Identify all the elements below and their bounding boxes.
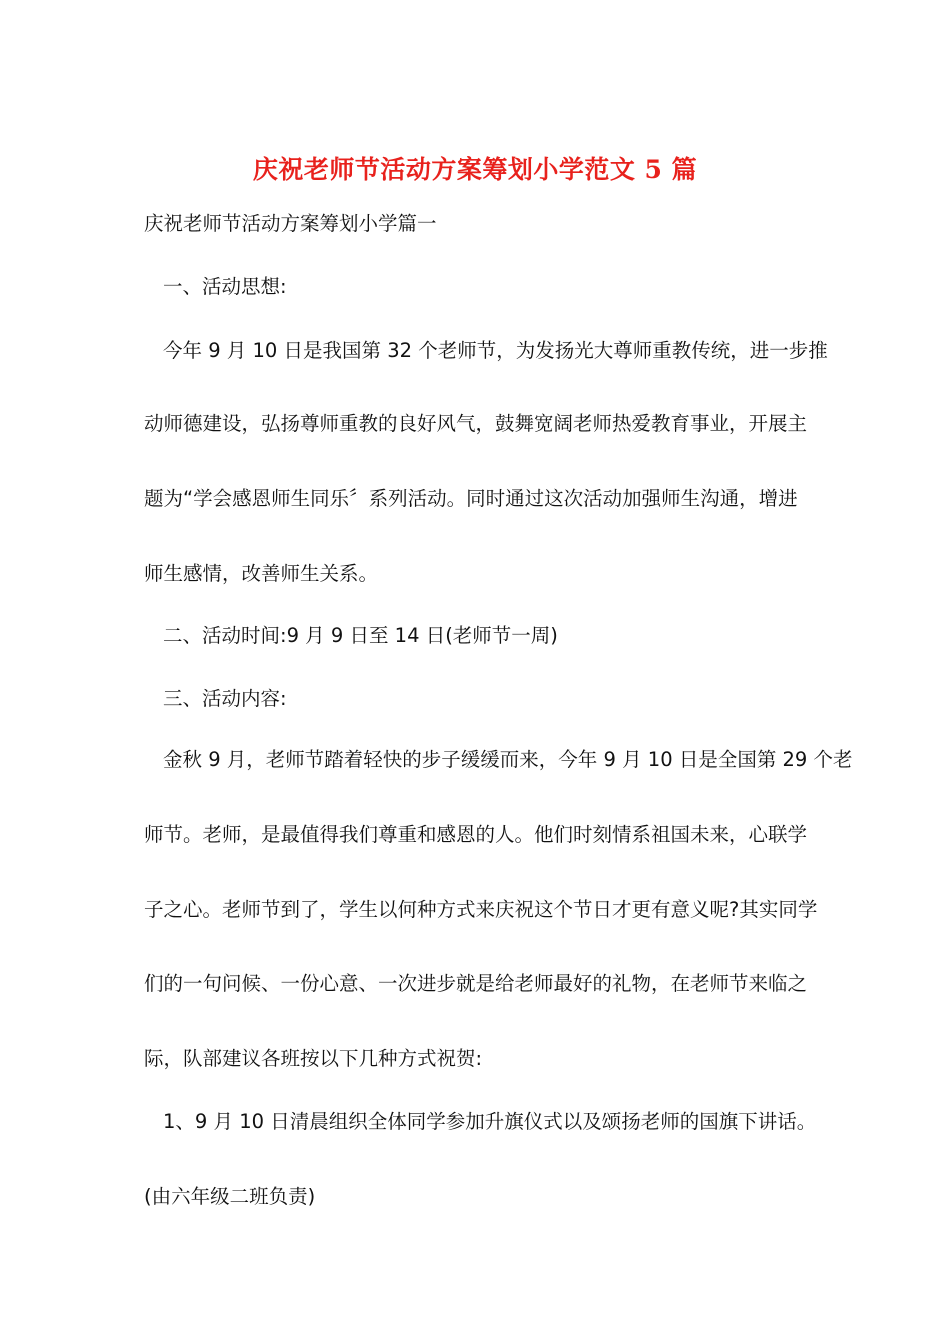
subheading-activity-idea: 一、活动思想: [163,275,287,298]
list-item-note: (由六年级二班负责) [144,1185,316,1208]
document-title: 庆祝老师节活动方案筹划小学范文 5 篇 [252,155,698,184]
paragraph-line: 师节。老师，是最值得我们尊重和感恩的人。他们时刻情系祖国未来，心联学 [144,823,808,846]
subheading-activity-content: 三、活动内容: [163,687,287,710]
paragraph-line: 金秋 9 月，老师节踏着轻快的步子缓缓而来，今年 9 月 10 日是全国第 29 个老 [163,748,853,771]
paragraph-line: 动师德建设，弘扬尊师重教的良好风气，鼓舞宽阔老师热爱教育事业，开展主 [144,412,808,435]
subheading-activity-time: 二、活动时间:9 月 9 日至 14 日(老师节一周) [163,624,558,647]
paragraph-line: 题为“学会感恩师生同乐〞系列活动。同时通过这次活动加强师生沟通，增进 [144,487,798,510]
paragraph-line: 子之心。老师节到了，学生以何种方式来庆祝这个节日才更有意义呢?其实同学 [144,898,818,921]
section-heading: 庆祝老师节活动方案筹划小学篇一 [144,212,437,235]
paragraph-line: 师生感情，改善师生关系。 [144,562,379,585]
list-item: 1、9 月 10 日清晨组织全体同学参加升旗仪式以及颂扬老师的国旗下讲话。 [163,1110,817,1133]
paragraph-line: 们的一句问候、一份心意、一次进步就是给老师最好的礼物，在老师节来临之 [144,972,808,995]
paragraph-line: 今年 9 月 10 日是我国第 32 个老师节，为发扬光大尊师重教传统，进一步推 [163,339,828,362]
paragraph-line: 际，队部建议各班按以下几种方式祝贺: [144,1047,483,1070]
